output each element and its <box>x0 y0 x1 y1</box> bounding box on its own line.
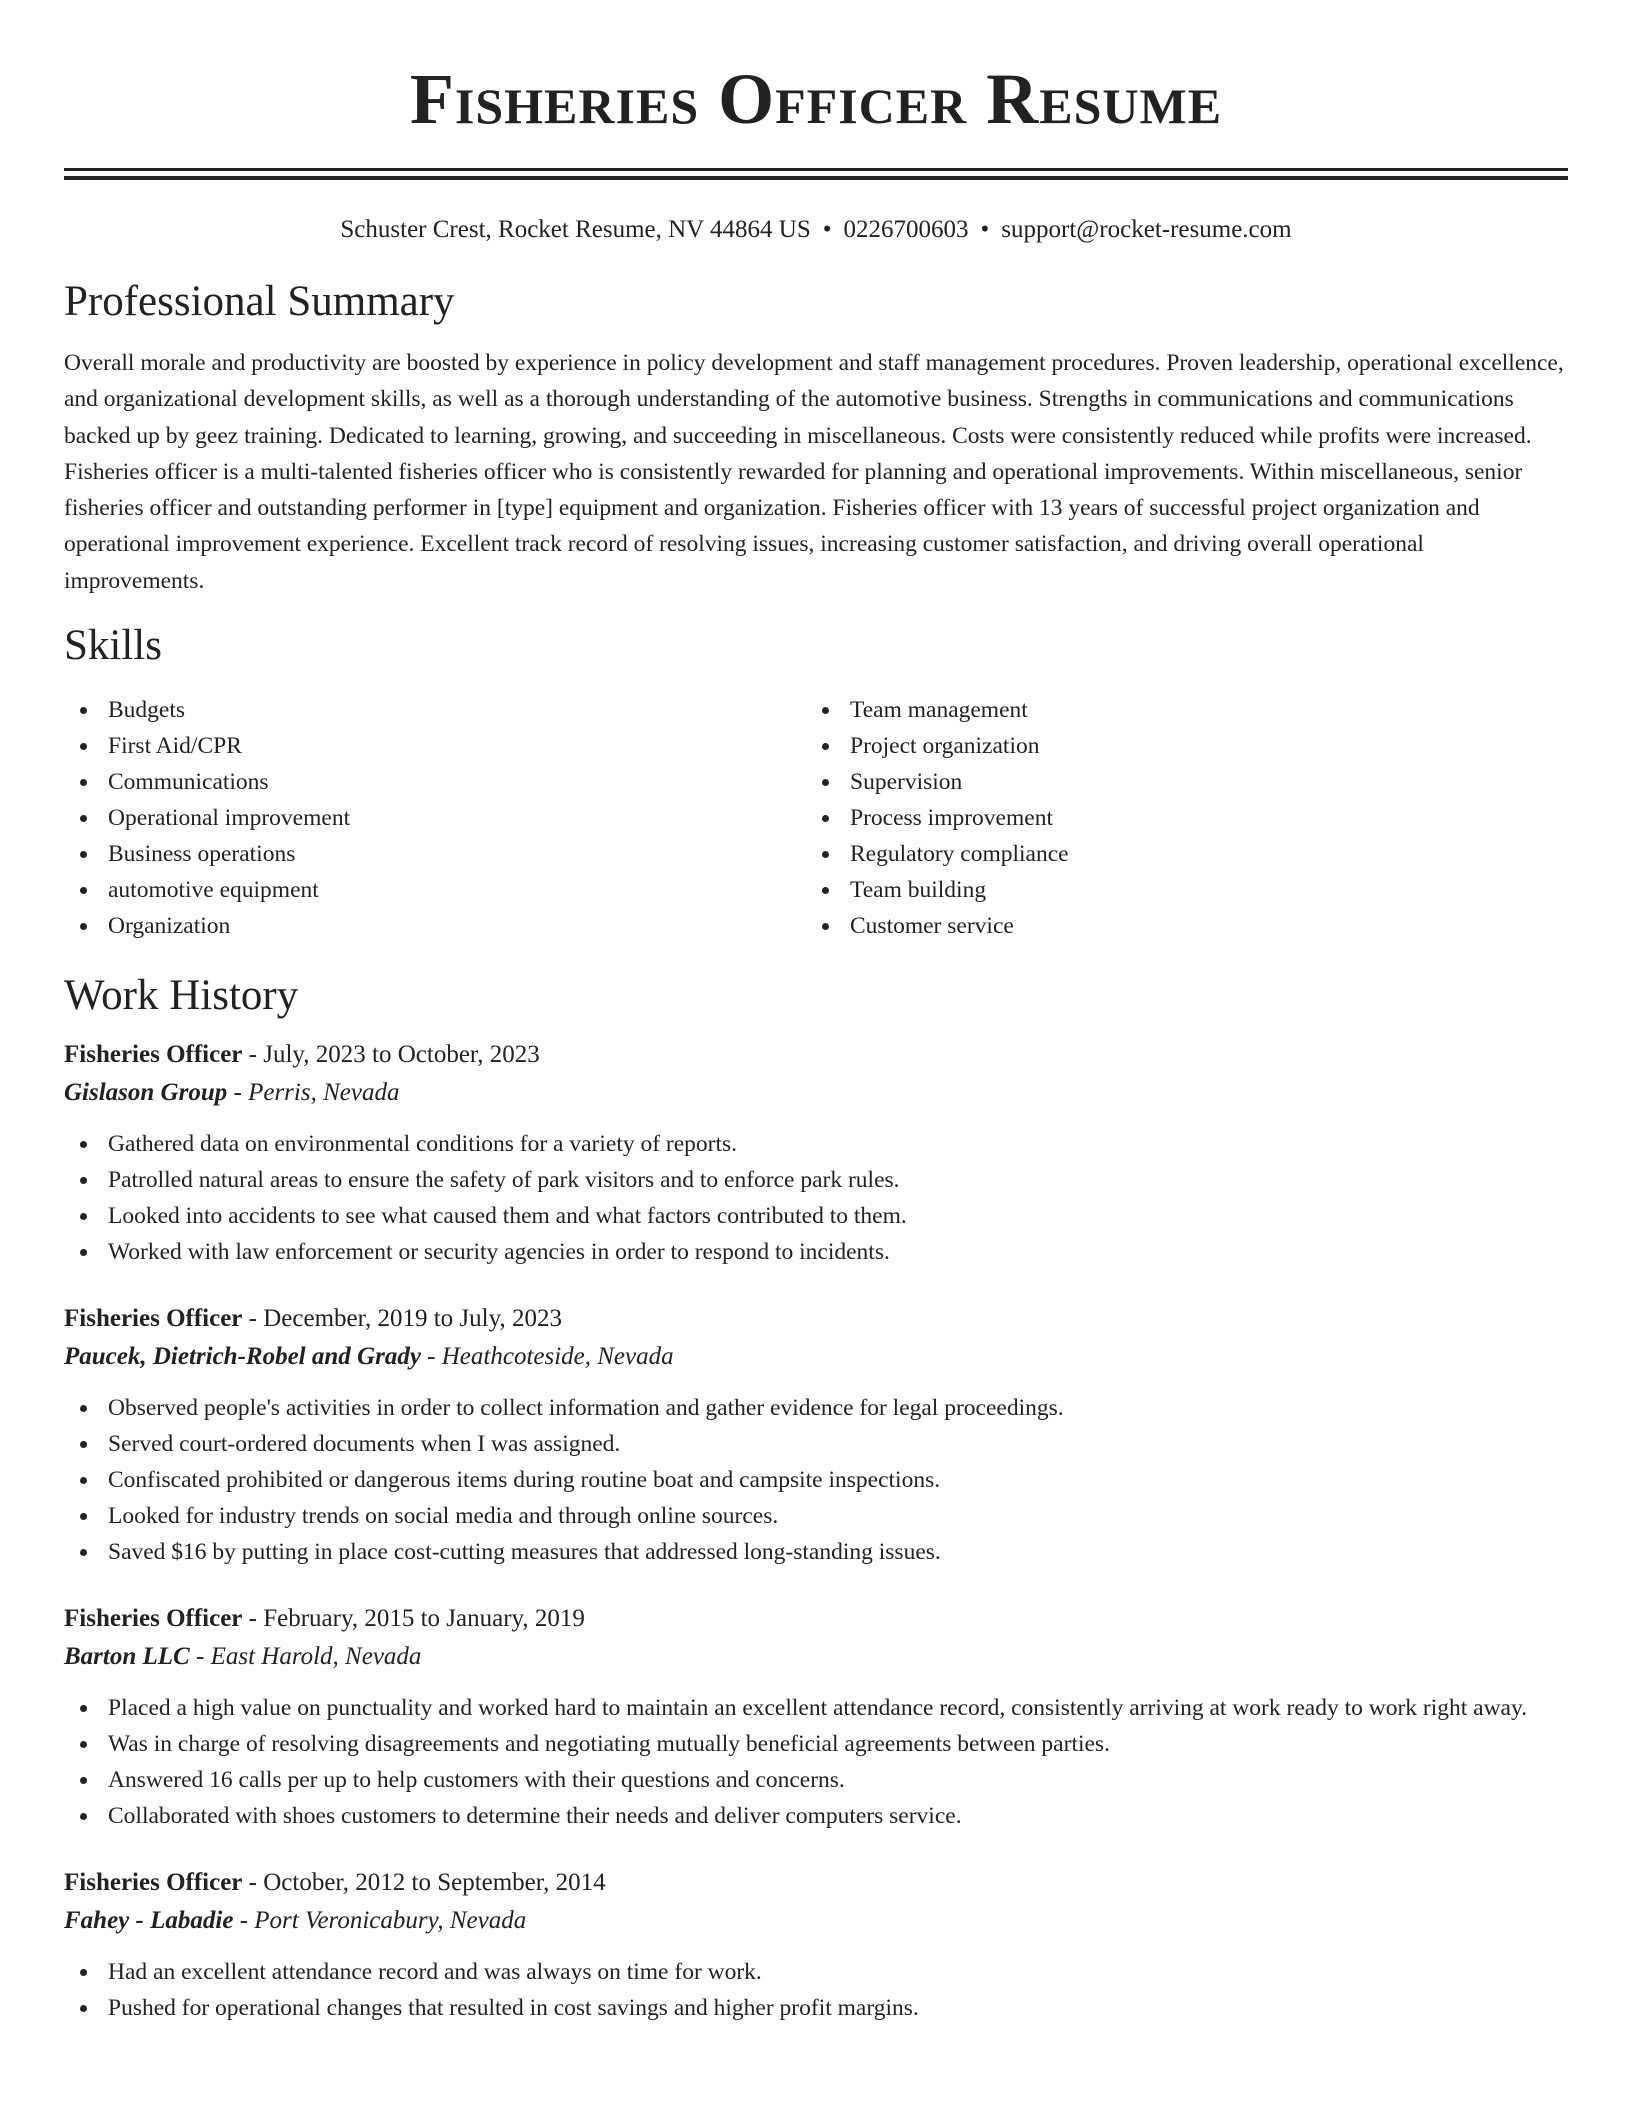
skill-item: Business operations <box>64 836 806 872</box>
skill-item: Regulatory compliance <box>806 836 1548 872</box>
resume-page <box>64 0 1568 2026</box>
job-duties <box>64 1126 1568 1270</box>
job-title: Fisheries Officer <box>64 1305 243 1333</box>
work-history-heading: Work History <box>64 972 299 1020</box>
job-duty: Saved $16 by putting in place cost-cutting measures that addressed long-standing issues. <box>64 1534 1568 1570</box>
job-dates: July, 2023 to October, 2023 <box>263 1041 540 1069</box>
job-employer: Gislason Group - Perris, Nevada <box>64 1079 400 1107</box>
job-duty: Patrolled natural areas to ensure the safety of park visitors and to enforce park rules. <box>64 1162 1568 1198</box>
job-location: Heathcoteside, Nevada <box>441 1343 674 1371</box>
summary-text: Overall morale and productivity are boosted by experience in policy development and staff management procedures. Proven leadership, operational excellence, and organizational development skills, as well as a thorough understanding of the automotive business. Strengths in communications and communications backed up by geez training. Dedicated to learning, growing, and succeeding in miscellaneous. Costs were consistently reduced while profits were increased. Fisheries officer is a multi-talented fisheries officer who is consistently rewarded for planning and operational improvements. Within miscellaneous, senior fisheries officer and outstanding performer in [type] equipment and organization. Fisheries officer with 13 years of successful project organization and operational improvement experience. Excellent track record of resolving issues, increasing customer satisfaction, and driving overall operational improvements. <box>64 350 1564 594</box>
skill-item: First Aid/CPR <box>64 728 806 764</box>
job-entry <box>64 1600 1568 1834</box>
job-header: Fisheries Officer - October, 2012 to September, 2014 <box>64 1869 606 1897</box>
job-duty: Gathered data on environmental conditions for a variety of reports. <box>64 1126 1568 1162</box>
skill-item: Process improvement <box>806 800 1548 836</box>
job-entry <box>64 1300 1568 1570</box>
job-duty: Worked with law enforcement or security agencies in order to respond to incidents. <box>64 1234 1568 1270</box>
company-name: Fahey - Labadie <box>64 1907 234 1935</box>
skill-item: Communications <box>64 764 806 800</box>
contact-email: support@rocket-resume.com <box>1001 216 1292 243</box>
job-duty: Answered 16 calls per up to help customers with their questions and concerns. <box>64 1762 1568 1798</box>
skill-item: Budgets <box>64 692 806 728</box>
job-header: Fisheries Officer - December, 2019 to July, 2023 <box>64 1305 562 1333</box>
skill-item: Operational improvement <box>64 800 806 836</box>
contact-line <box>64 214 1568 246</box>
job-duties <box>64 1690 1568 1834</box>
skill-item: Customer service <box>806 908 1548 944</box>
company-name: Barton LLC <box>64 1643 190 1671</box>
job-location: Port Veronicabury, Nevada <box>254 1907 527 1935</box>
skill-item: automotive equipment <box>64 872 806 908</box>
contact-phone: 0226700603 <box>843 216 969 243</box>
contact-separator: • <box>980 216 990 243</box>
title-divider-thin <box>64 176 1568 180</box>
contact-address: Schuster Crest, Rocket Resume, NV 44864 US <box>340 216 811 243</box>
job-duties <box>64 1954 1568 2026</box>
summary-heading: Professional Summary <box>64 278 455 325</box>
job-duty: Looked for industry trends on social media and through online sources. <box>64 1498 1568 1534</box>
job-duty: Placed a high value on punctuality and worked hard to maintain an excellent attendance record, consistently arriving at work ready to work right away. <box>64 1690 1568 1726</box>
job-title: Fisheries Officer <box>64 1605 243 1633</box>
skill-item: Team management <box>806 692 1548 728</box>
skill-item: Organization <box>64 908 806 944</box>
job-header: Fisheries Officer - February, 2015 to January, 2019 <box>64 1605 585 1633</box>
job-duty: Was in charge of resolving disagreements and negotiating mutually beneficial agreements between parties. <box>64 1726 1568 1762</box>
job-header: Fisheries Officer - July, 2023 to October, 2023 <box>64 1041 540 1069</box>
skill-item: Supervision <box>806 764 1548 800</box>
job-duty: Observed people's activities in order to collect information and gather evidence for legal proceedings. <box>64 1390 1568 1426</box>
resume-title: Fisheries Officer Resume <box>409 59 1223 139</box>
company-name: Gislason Group <box>64 1079 228 1107</box>
job-title: Fisheries Officer <box>64 1041 243 1069</box>
job-location: Perris, Nevada <box>248 1079 400 1107</box>
contact-separator: • <box>822 216 832 243</box>
job-location: East Harold, Nevada <box>210 1643 422 1671</box>
job-employer: Paucek, Dietrich-Robel and Grady - Heathcoteside, Nevada <box>64 1343 674 1371</box>
job-entry <box>64 1864 1568 2026</box>
job-entry <box>64 1036 1568 1270</box>
job-duty: Confiscated prohibited or dangerous items during routine boat and campsite inspections. <box>64 1462 1568 1498</box>
company-name: Paucek, Dietrich-Robel and Grady <box>64 1343 421 1371</box>
job-duty: Looked into accidents to see what caused them and what factors contributed to them. <box>64 1198 1568 1234</box>
job-duties <box>64 1390 1568 1570</box>
skills-list <box>64 692 1568 944</box>
job-duty: Served court-ordered documents when I was assigned. <box>64 1426 1568 1462</box>
job-duty: Pushed for operational changes that resulted in cost savings and higher profit margins. <box>64 1990 1568 2026</box>
job-employer: Fahey - Labadie - Port Veronicabury, Nevada <box>64 1907 527 1935</box>
skill-item: Team building <box>806 872 1548 908</box>
skills-heading: Skills <box>64 622 162 670</box>
skill-item: Project organization <box>806 728 1548 764</box>
job-dates: February, 2015 to January, 2019 <box>263 1605 585 1633</box>
skills-column-left <box>64 692 806 944</box>
job-duty: Had an excellent attendance record and was always on time for work. <box>64 1954 1568 1990</box>
job-dates: December, 2019 to July, 2023 <box>263 1305 562 1333</box>
job-employer: Barton LLC - East Harold, Nevada <box>64 1643 422 1671</box>
job-dates: October, 2012 to September, 2014 <box>263 1869 606 1897</box>
title-divider-thick <box>64 168 1568 171</box>
skills-column-right <box>806 692 1548 944</box>
job-title: Fisheries Officer <box>64 1869 243 1897</box>
job-duty: Collaborated with shoes customers to determine their needs and deliver computers service. <box>64 1798 1568 1834</box>
